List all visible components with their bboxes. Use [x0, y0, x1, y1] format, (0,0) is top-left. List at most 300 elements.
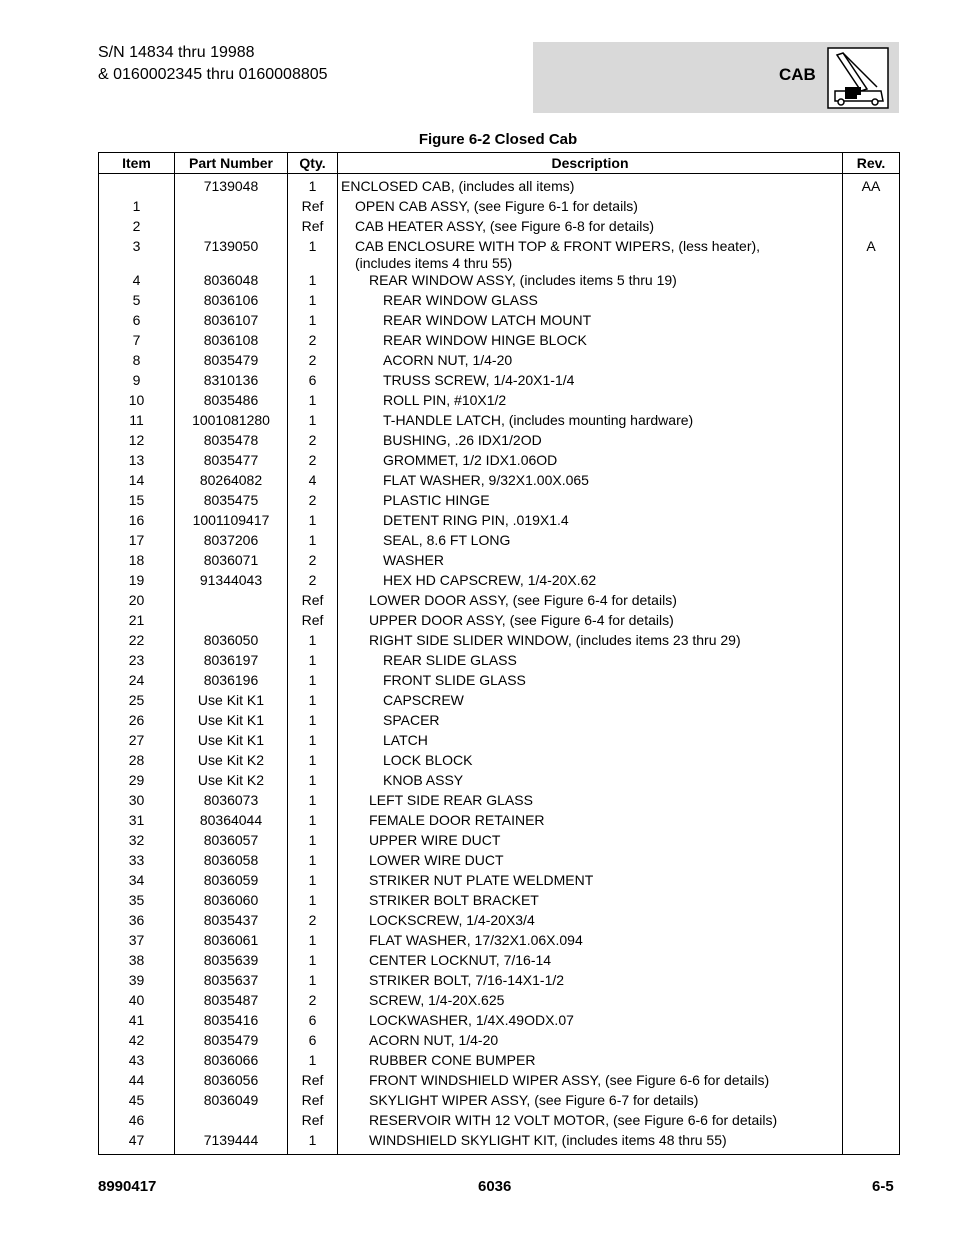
description-text: STRIKER BOLT BRACKET	[369, 892, 539, 908]
table-row	[99, 832, 900, 852]
description-cell	[338, 1012, 843, 1032]
qty-cell: 2	[288, 492, 338, 512]
part-number-cell	[175, 198, 288, 218]
rev-cell	[843, 592, 900, 612]
part-number-cell: 8035479	[175, 1032, 288, 1052]
part-number-cell: 8036061	[175, 932, 288, 952]
table-row	[99, 692, 900, 712]
rev-cell	[843, 772, 900, 792]
table-row	[99, 712, 900, 732]
description-cell	[338, 672, 843, 692]
description-text: LOWER DOOR ASSY, (see Figure 6-4 for details)	[369, 592, 677, 608]
item-cell: 9	[99, 372, 175, 392]
part-number-cell: 80364044	[175, 812, 288, 832]
table-row	[99, 472, 900, 492]
description-text: CAPSCREW	[383, 692, 464, 708]
rev-cell	[843, 1032, 900, 1052]
description-text: STRIKER NUT PLATE WELDMENT	[369, 872, 594, 888]
description-cell	[338, 652, 843, 672]
description-cell	[338, 692, 843, 712]
qty-cell: 1	[288, 872, 338, 892]
description-cell	[338, 532, 843, 552]
item-cell: 45	[99, 1092, 175, 1112]
part-number-cell: Use Kit K1	[175, 712, 288, 732]
description-text: RIGHT SIDE SLIDER WINDOW, (includes items 23 thru 29)	[369, 632, 741, 648]
description-text: HEX HD CAPSCREW, 1/4-20X.62	[383, 572, 597, 588]
item-cell: 41	[99, 1012, 175, 1032]
description-text: WINDSHIELD SKYLIGHT KIT, (includes items 48 thru 55)	[369, 1132, 727, 1148]
description-text: FEMALE DOOR RETAINER	[369, 812, 545, 828]
description-text: RUBBER CONE BUMPER	[369, 1052, 536, 1068]
description-text: CAB ENCLOSURE WITH TOP & FRONT WIPERS, (less heater),	[355, 238, 761, 254]
qty-cell: 1	[288, 632, 338, 652]
rev-cell	[843, 852, 900, 872]
table-row	[99, 1072, 900, 1092]
table-header-row	[99, 153, 900, 174]
description-cell	[338, 1132, 843, 1155]
part-number-cell: 8036049	[175, 1092, 288, 1112]
description-text: RESERVOIR WITH 12 VOLT MOTOR, (see Figure 6-6 for details)	[369, 1112, 778, 1128]
rev-cell	[843, 1012, 900, 1032]
rev-cell	[843, 352, 900, 372]
qty-cell: Ref	[288, 612, 338, 632]
part-number-cell: 8035639	[175, 952, 288, 972]
table-row	[99, 572, 900, 592]
item-cell: 5	[99, 292, 175, 312]
description-text: SCREW, 1/4-20X.625	[369, 992, 505, 1008]
item-cell: 7	[99, 332, 175, 352]
description-text: UPPER WIRE DUCT	[369, 832, 501, 848]
item-cell: 29	[99, 772, 175, 792]
item-cell: 22	[99, 632, 175, 652]
qty-cell: 1	[288, 1052, 338, 1072]
table-row	[99, 1052, 900, 1072]
description-text: ENCLOSED CAB, (includes all items)	[341, 178, 575, 194]
qty-cell: 1	[288, 412, 338, 432]
description-cell	[338, 872, 843, 892]
section-header-box	[533, 42, 899, 113]
item-cell	[99, 174, 175, 199]
item-cell: 12	[99, 432, 175, 452]
item-cell: 33	[99, 852, 175, 872]
item-cell: 2	[99, 218, 175, 238]
description-cell	[338, 592, 843, 612]
description-text: SPACER	[383, 712, 440, 728]
table-row	[99, 772, 900, 792]
qty-cell: 1	[288, 732, 338, 752]
description-cell	[338, 832, 843, 852]
table-row	[99, 552, 900, 572]
description-cell	[338, 1072, 843, 1092]
part-number-cell: 8036107	[175, 312, 288, 332]
qty-cell: 1	[288, 174, 338, 199]
part-number-cell: 8035416	[175, 1012, 288, 1032]
parts-table-body	[99, 174, 900, 1155]
table-row	[99, 1132, 900, 1155]
rev-cell: AA	[843, 174, 900, 199]
rev-cell	[843, 372, 900, 392]
description-text: REAR WINDOW HINGE BLOCK	[383, 332, 587, 348]
cab-scissor-lift-icon	[827, 47, 889, 109]
description-text: SKYLIGHT WIPER ASSY, (see Figure 6-7 for details)	[369, 1092, 699, 1108]
header-rev: Rev.	[843, 153, 900, 174]
description-cell	[338, 952, 843, 972]
item-cell: 4	[99, 272, 175, 292]
description-cell	[338, 932, 843, 952]
qty-cell: 1	[288, 292, 338, 312]
qty-cell: 1	[288, 692, 338, 712]
description-cell	[338, 272, 843, 292]
rev-cell	[843, 752, 900, 772]
item-cell: 34	[99, 872, 175, 892]
rev-cell	[843, 472, 900, 492]
description-cell	[338, 432, 843, 452]
qty-cell: 1	[288, 752, 338, 772]
description-cell	[338, 552, 843, 572]
table-row	[99, 732, 900, 752]
description-text: REAR WINDOW LATCH MOUNT	[383, 312, 592, 328]
description-cell	[338, 912, 843, 932]
table-row	[99, 512, 900, 532]
description-text: CENTER LOCKNUT, 7/16-14	[369, 952, 552, 968]
footer-page-number: 6-5	[872, 1178, 894, 1195]
rev-cell	[843, 892, 900, 912]
table-row	[99, 912, 900, 932]
qty-cell: Ref	[288, 1072, 338, 1092]
table-row	[99, 272, 900, 292]
item-cell: 16	[99, 512, 175, 532]
qty-cell: 2	[288, 432, 338, 452]
description-cell	[338, 752, 843, 772]
table-row	[99, 612, 900, 632]
item-cell: 8	[99, 352, 175, 372]
item-cell: 26	[99, 712, 175, 732]
rev-cell	[843, 532, 900, 552]
rev-cell	[843, 952, 900, 972]
part-number-cell: 80264082	[175, 472, 288, 492]
description-cell	[338, 352, 843, 372]
qty-cell: 6	[288, 1012, 338, 1032]
part-number-cell	[175, 592, 288, 612]
qty-cell: 1	[288, 952, 338, 972]
qty-cell: Ref	[288, 1092, 338, 1112]
description-text: LATCH	[383, 732, 428, 748]
description-text: LEFT SIDE REAR GLASS	[369, 792, 533, 808]
part-number-cell: 8035637	[175, 972, 288, 992]
qty-cell: Ref	[288, 218, 338, 238]
header-part-number: Part Number	[175, 153, 288, 174]
part-number-cell: 8036073	[175, 792, 288, 812]
description-text: SEAL, 8.6 FT LONG	[383, 532, 511, 548]
part-number-cell: 8036056	[175, 1072, 288, 1092]
description-cell	[338, 1092, 843, 1112]
description-text: UPPER DOOR ASSY, (see Figure 6-4 for details)	[369, 612, 674, 628]
table-row	[99, 932, 900, 952]
item-cell: 47	[99, 1132, 175, 1155]
description-cell	[338, 1052, 843, 1072]
description-text-line-2: (includes items 4 thru 55)	[355, 255, 513, 271]
table-row	[99, 492, 900, 512]
qty-cell: 1	[288, 652, 338, 672]
description-cell	[338, 198, 843, 218]
item-cell: 21	[99, 612, 175, 632]
description-cell	[338, 392, 843, 412]
part-number-cell: 8036071	[175, 552, 288, 572]
description-text: LOCKWASHER, 1/4X.49ODX.07	[369, 1012, 574, 1028]
description-cell	[338, 1112, 843, 1132]
table-row	[99, 412, 900, 432]
part-number-cell: 1001081280	[175, 412, 288, 432]
description-cell	[338, 492, 843, 512]
description-cell	[338, 892, 843, 912]
rev-cell	[843, 492, 900, 512]
rev-cell	[843, 972, 900, 992]
item-cell: 46	[99, 1112, 175, 1132]
item-cell: 35	[99, 892, 175, 912]
rev-cell	[843, 512, 900, 532]
header-description: Description	[338, 153, 843, 174]
description-text: WASHER	[383, 552, 444, 568]
description-text: GROMMET, 1/2 IDX1.06OD	[383, 452, 558, 468]
qty-cell: Ref	[288, 592, 338, 612]
table-row	[99, 1012, 900, 1032]
description-text: LOCKSCREW, 1/4-20X3/4	[369, 912, 535, 928]
item-cell: 44	[99, 1072, 175, 1092]
qty-cell: 1	[288, 932, 338, 952]
table-row	[99, 452, 900, 472]
header-qty: Qty.	[288, 153, 338, 174]
rev-cell	[843, 272, 900, 292]
description-text: LOWER WIRE DUCT	[369, 852, 504, 868]
part-number-cell: 91344043	[175, 572, 288, 592]
item-cell: 13	[99, 452, 175, 472]
description-text: PLASTIC HINGE	[383, 492, 490, 508]
qty-cell: 2	[288, 552, 338, 572]
part-number-cell: 8035487	[175, 992, 288, 1012]
rev-cell	[843, 392, 900, 412]
rev-cell	[843, 812, 900, 832]
item-cell: 18	[99, 552, 175, 572]
part-number-cell: 8036108	[175, 332, 288, 352]
qty-cell: Ref	[288, 1112, 338, 1132]
description-text: FLAT WASHER, 9/32X1.00X.065	[383, 472, 589, 488]
qty-cell: 1	[288, 312, 338, 332]
qty-cell: 1	[288, 812, 338, 832]
serial-line-1: S/N 14834 thru 19988	[98, 44, 255, 61]
item-cell: 36	[99, 912, 175, 932]
header-item: Item	[99, 153, 175, 174]
rev-cell	[843, 332, 900, 352]
qty-cell: Ref	[288, 198, 338, 218]
rev-cell	[843, 1092, 900, 1112]
description-cell	[338, 712, 843, 732]
description-text: REAR SLIDE GLASS	[383, 652, 517, 668]
description-cell	[338, 792, 843, 812]
qty-cell: 2	[288, 452, 338, 472]
rev-cell	[843, 452, 900, 472]
description-text: OPEN CAB ASSY, (see Figure 6-1 for details)	[355, 198, 638, 214]
figure-title: Figure 6-2 Closed Cab	[418, 131, 578, 148]
qty-cell: 1	[288, 832, 338, 852]
item-cell: 28	[99, 752, 175, 772]
qty-cell: 2	[288, 332, 338, 352]
part-number-cell: 8035437	[175, 912, 288, 932]
table-row	[99, 952, 900, 972]
qty-cell: 1	[288, 792, 338, 812]
table-row	[99, 792, 900, 812]
qty-cell: 2	[288, 992, 338, 1012]
part-number-cell: Use Kit K2	[175, 752, 288, 772]
part-number-cell: 8310136	[175, 372, 288, 392]
rev-cell	[843, 672, 900, 692]
part-number-cell: 8037206	[175, 532, 288, 552]
qty-cell: 2	[288, 912, 338, 932]
parts-table	[98, 152, 900, 1155]
qty-cell: 6	[288, 372, 338, 392]
description-cell	[338, 992, 843, 1012]
part-number-cell: 7139050	[175, 238, 288, 272]
footer-model: 6036	[478, 1178, 512, 1195]
table-row	[99, 174, 900, 199]
table-row	[99, 218, 900, 238]
table-row	[99, 372, 900, 392]
table-row	[99, 1112, 900, 1132]
table-row	[99, 892, 900, 912]
rev-cell	[843, 832, 900, 852]
rev-cell	[843, 612, 900, 632]
item-cell: 38	[99, 952, 175, 972]
section-label: CAB	[779, 65, 816, 84]
rev-cell	[843, 652, 900, 672]
part-number-cell: 1001109417	[175, 512, 288, 532]
table-row	[99, 312, 900, 332]
rev-cell	[843, 432, 900, 452]
part-number-cell: Use Kit K1	[175, 692, 288, 712]
qty-cell: 1	[288, 892, 338, 912]
qty-cell: 2	[288, 572, 338, 592]
description-cell	[338, 292, 843, 312]
item-cell: 6	[99, 312, 175, 332]
table-row	[99, 238, 900, 272]
table-row	[99, 198, 900, 218]
table-row	[99, 872, 900, 892]
item-cell: 40	[99, 992, 175, 1012]
item-cell: 30	[99, 792, 175, 812]
description-cell	[338, 812, 843, 832]
item-cell: 20	[99, 592, 175, 612]
description-cell	[338, 412, 843, 432]
description-text: T-HANDLE LATCH, (includes mounting hardware)	[383, 412, 694, 428]
part-number-cell: Use Kit K1	[175, 732, 288, 752]
description-cell	[338, 732, 843, 752]
part-number-cell: 8036048	[175, 272, 288, 292]
description-text: STRIKER BOLT, 7/16-14X1-1/2	[369, 972, 565, 988]
description-cell	[338, 452, 843, 472]
rev-cell	[843, 732, 900, 752]
item-cell: 23	[99, 652, 175, 672]
qty-cell: 1	[288, 272, 338, 292]
part-number-cell: 8036050	[175, 632, 288, 652]
rev-cell	[843, 692, 900, 712]
qty-cell: 1	[288, 532, 338, 552]
item-cell: 31	[99, 812, 175, 832]
description-cell	[338, 312, 843, 332]
description-text: FRONT WINDSHIELD WIPER ASSY, (see Figure 6-6 for details)	[369, 1072, 770, 1088]
description-cell	[338, 238, 843, 272]
description-text: FRONT SLIDE GLASS	[383, 672, 526, 688]
rev-cell: A	[843, 238, 900, 272]
qty-cell: 1	[288, 972, 338, 992]
qty-cell: 1	[288, 392, 338, 412]
rev-cell	[843, 292, 900, 312]
description-cell	[338, 572, 843, 592]
item-cell: 14	[99, 472, 175, 492]
part-number-cell: 7139444	[175, 1132, 288, 1155]
qty-cell: 1	[288, 1132, 338, 1155]
part-number-cell: 8036059	[175, 872, 288, 892]
item-cell: 19	[99, 572, 175, 592]
rev-cell	[843, 198, 900, 218]
part-number-cell: 8035478	[175, 432, 288, 452]
description-text: DETENT RING PIN, .019X1.4	[383, 512, 569, 528]
item-cell: 32	[99, 832, 175, 852]
qty-cell: 2	[288, 352, 338, 372]
item-cell: 10	[99, 392, 175, 412]
rev-cell	[843, 218, 900, 238]
description-text: REAR WINDOW GLASS	[383, 292, 538, 308]
description-text: FLAT WASHER, 17/32X1.06X.094	[369, 932, 583, 948]
item-cell: 1	[99, 198, 175, 218]
qty-cell: 4	[288, 472, 338, 492]
description-cell	[338, 218, 843, 238]
table-row	[99, 592, 900, 612]
description-cell	[338, 512, 843, 532]
rev-cell	[843, 872, 900, 892]
description-text: BUSHING, .26 IDX1/2OD	[383, 432, 542, 448]
part-number-cell: 8035475	[175, 492, 288, 512]
description-text: KNOB ASSY	[383, 772, 464, 788]
rev-cell	[843, 992, 900, 1012]
table-row	[99, 432, 900, 452]
item-cell: 25	[99, 692, 175, 712]
item-cell: 15	[99, 492, 175, 512]
table-row	[99, 392, 900, 412]
table-row	[99, 352, 900, 372]
item-cell: 37	[99, 932, 175, 952]
item-cell: 3	[99, 238, 175, 272]
description-cell	[338, 332, 843, 352]
table-row	[99, 1092, 900, 1112]
part-number-cell	[175, 612, 288, 632]
part-number-cell: 8036057	[175, 832, 288, 852]
part-number-cell: 8035477	[175, 452, 288, 472]
serial-range	[98, 42, 328, 86]
rev-cell	[843, 632, 900, 652]
item-cell: 27	[99, 732, 175, 752]
table-row	[99, 332, 900, 352]
rev-cell	[843, 412, 900, 432]
item-cell: 39	[99, 972, 175, 992]
item-cell: 24	[99, 672, 175, 692]
item-cell: 17	[99, 532, 175, 552]
part-number-cell: 8035486	[175, 392, 288, 412]
qty-cell: 1	[288, 772, 338, 792]
rev-cell	[843, 1112, 900, 1132]
qty-cell: 1	[288, 852, 338, 872]
qty-cell: 1	[288, 512, 338, 532]
part-number-cell: 8036196	[175, 672, 288, 692]
description-cell	[338, 972, 843, 992]
